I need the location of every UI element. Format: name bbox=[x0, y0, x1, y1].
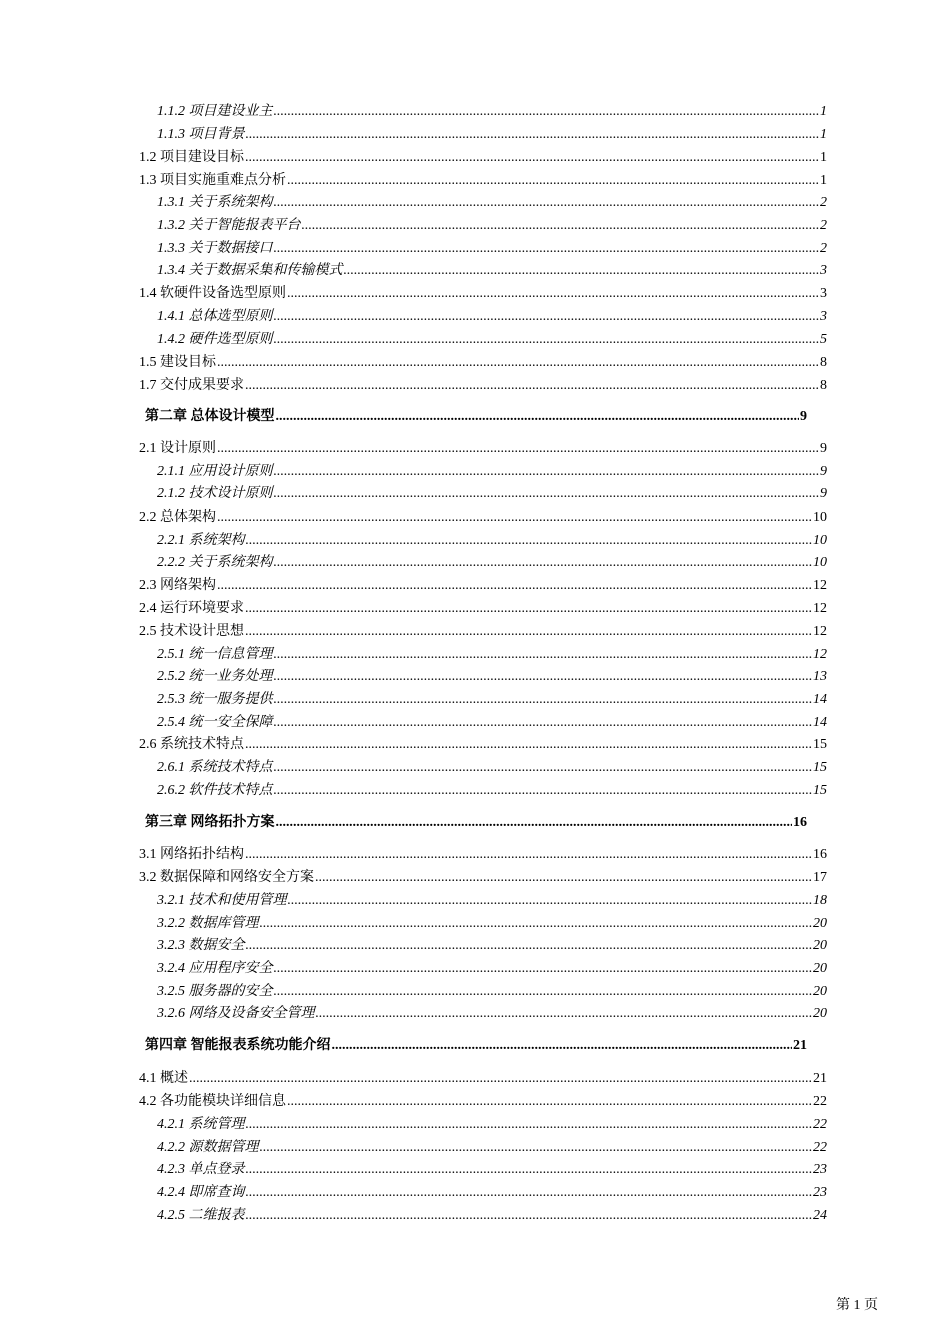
toc-entry-page: 10 bbox=[813, 533, 827, 548]
toc-entry-page: 15 bbox=[813, 783, 827, 798]
toc-dot-leader bbox=[246, 1206, 813, 1226]
toc-entry-title: 2.2 总体架构 bbox=[139, 510, 216, 525]
toc-entry[interactable] bbox=[139, 508, 827, 528]
toc-entry-title: 1.3 项目实施重难点分析 bbox=[139, 173, 286, 188]
toc-dot-leader bbox=[315, 868, 812, 888]
toc-entry-page: 8 bbox=[820, 378, 827, 393]
toc-entry-page: 9 bbox=[800, 409, 807, 424]
toc-entry-title: 1.7 交付成果要求 bbox=[139, 378, 244, 393]
toc-dot-leader bbox=[217, 439, 819, 459]
toc-entry-page: 2 bbox=[820, 218, 827, 233]
toc-entry-title: 4.2.1 系统管理 bbox=[157, 1117, 245, 1132]
toc-entry-title: 3.2 数据保障和网络安全方案 bbox=[139, 870, 314, 885]
toc-entry-page: 15 bbox=[813, 760, 827, 775]
toc-chapter-entry[interactable] bbox=[145, 813, 807, 833]
toc-entry-title: 3.2.2 数据库管理 bbox=[157, 916, 259, 931]
toc-entry-title: 1.4 软硬件设备选型原则 bbox=[139, 286, 286, 301]
toc-entry-page: 10 bbox=[813, 555, 827, 570]
toc-entry-title: 2.2.1 系统架构 bbox=[157, 533, 245, 548]
toc-chapter-entry[interactable] bbox=[145, 1036, 807, 1056]
toc-entry-title: 2.6.1 系统技术特点 bbox=[157, 760, 273, 775]
toc-dot-leader bbox=[245, 148, 819, 168]
toc-entry[interactable] bbox=[157, 553, 827, 573]
toc-entry-page: 22 bbox=[813, 1094, 827, 1109]
toc-entry[interactable] bbox=[139, 868, 827, 888]
toc-dot-leader bbox=[276, 407, 800, 427]
toc-dot-leader bbox=[217, 353, 819, 373]
toc-entry-page: 1 bbox=[820, 104, 827, 119]
toc-entry-title: 4.2.5 二维报表 bbox=[157, 1208, 245, 1223]
toc-dot-leader bbox=[246, 936, 813, 956]
toc-entry[interactable] bbox=[139, 1069, 827, 1089]
toc-entry[interactable] bbox=[139, 1092, 827, 1112]
toc-entry-page: 1 bbox=[820, 127, 827, 142]
toc-entry-page: 20 bbox=[813, 961, 827, 976]
toc-dot-leader bbox=[260, 914, 813, 934]
toc-entry[interactable] bbox=[157, 462, 827, 482]
toc-entry[interactable] bbox=[157, 914, 827, 934]
toc-dot-leader bbox=[274, 307, 820, 327]
toc-dot-leader bbox=[316, 1004, 813, 1024]
toc-entry-page: 17 bbox=[813, 870, 827, 885]
toc-entry-title: 3.2.1 技术和使用管理 bbox=[157, 893, 287, 908]
toc-dot-leader bbox=[287, 171, 819, 191]
toc-dot-leader bbox=[287, 1092, 812, 1112]
toc-dot-leader bbox=[274, 102, 820, 122]
toc-entry-title: 1.1.2 项目建设业主 bbox=[157, 104, 273, 119]
toc-entry[interactable] bbox=[157, 891, 827, 911]
toc-entry-title: 2.1 设计原则 bbox=[139, 441, 216, 456]
toc-dot-leader bbox=[332, 1036, 793, 1056]
toc-entry-page: 12 bbox=[813, 601, 827, 616]
toc-entry-page: 20 bbox=[813, 916, 827, 931]
toc-dot-leader bbox=[274, 645, 813, 665]
toc-entry[interactable] bbox=[157, 239, 827, 259]
toc-entry-title: 第三章 网络拓扑方案 bbox=[145, 815, 275, 830]
toc-entry[interactable] bbox=[157, 1160, 827, 1180]
toc-entry-page: 12 bbox=[813, 578, 827, 593]
toc-entry[interactable] bbox=[157, 1206, 827, 1226]
toc-entry[interactable] bbox=[157, 261, 827, 281]
toc-dot-leader bbox=[274, 713, 813, 733]
toc-dot-leader bbox=[274, 781, 813, 801]
toc-entry[interactable] bbox=[139, 576, 827, 596]
toc-entry-page: 13 bbox=[813, 669, 827, 684]
toc-entry-page: 12 bbox=[813, 647, 827, 662]
toc-entry[interactable] bbox=[139, 171, 827, 191]
toc-entry-title: 2.4 运行环境要求 bbox=[139, 601, 244, 616]
toc-entry-page: 12 bbox=[813, 624, 827, 639]
toc-entry-title: 2.5.3 统一服务提供 bbox=[157, 692, 273, 707]
toc-entry-title: 4.2.2 源数据管理 bbox=[157, 1140, 259, 1155]
toc-entry-title: 2.5.4 统一安全保障 bbox=[157, 715, 273, 730]
toc-dot-leader bbox=[246, 125, 820, 145]
toc-dot-leader bbox=[274, 462, 820, 482]
toc-entry[interactable] bbox=[157, 193, 827, 213]
toc-entry-page: 1 bbox=[820, 150, 827, 165]
toc-dot-leader bbox=[260, 1138, 813, 1158]
toc-entry-title: 2.1.2 技术设计原则 bbox=[157, 486, 273, 501]
toc-entry-page: 23 bbox=[813, 1185, 827, 1200]
toc-entry[interactable] bbox=[139, 845, 827, 865]
toc-entry-page: 14 bbox=[813, 692, 827, 707]
toc-entry-title: 1.3.2 关于智能报表平台 bbox=[157, 218, 301, 233]
toc-dot-leader bbox=[245, 735, 812, 755]
toc-entry-page: 22 bbox=[813, 1140, 827, 1155]
toc-dot-leader bbox=[274, 553, 813, 573]
toc-dot-leader bbox=[344, 261, 820, 281]
toc-entry-title: 1.3.1 关于系统架构 bbox=[157, 195, 273, 210]
toc-entry[interactable] bbox=[139, 376, 827, 396]
toc-dot-leader bbox=[302, 216, 820, 236]
toc-entry-title: 4.2.4 即席查询 bbox=[157, 1185, 245, 1200]
toc-entry-title: 1.2 项目建设目标 bbox=[139, 150, 244, 165]
toc-entry-page: 16 bbox=[793, 815, 807, 830]
toc-dot-leader bbox=[274, 959, 813, 979]
toc-entry-page: 14 bbox=[813, 715, 827, 730]
toc-entry[interactable] bbox=[157, 125, 827, 145]
toc-entry[interactable] bbox=[157, 484, 827, 504]
toc-entry-page: 1 bbox=[820, 173, 827, 188]
toc-entry-page: 21 bbox=[793, 1038, 807, 1053]
toc-entry-title: 1.4.2 硬件选型原则 bbox=[157, 332, 273, 347]
toc-entry[interactable] bbox=[157, 1004, 827, 1024]
toc-entry-title: 3.2.5 服务器的安全 bbox=[157, 984, 273, 999]
toc-entry-title: 2.6 系统技术特点 bbox=[139, 737, 244, 752]
toc-entry[interactable] bbox=[139, 735, 827, 755]
toc-entry-page: 18 bbox=[813, 893, 827, 908]
toc-entry[interactable] bbox=[157, 667, 827, 687]
toc-dot-leader bbox=[274, 330, 820, 350]
toc-entry[interactable] bbox=[139, 353, 827, 373]
toc-entry[interactable] bbox=[157, 1183, 827, 1203]
toc-entry[interactable] bbox=[157, 216, 827, 236]
toc-entry[interactable] bbox=[157, 781, 827, 801]
toc-entry[interactable] bbox=[139, 599, 827, 619]
toc-entry[interactable] bbox=[157, 531, 827, 551]
toc-dot-leader bbox=[217, 508, 812, 528]
toc-dot-leader bbox=[274, 690, 813, 710]
toc-entry-title: 1.5 建设目标 bbox=[139, 355, 216, 370]
toc-entry[interactable] bbox=[157, 102, 827, 122]
toc-dot-leader bbox=[274, 484, 820, 504]
toc-entry-page: 10 bbox=[813, 510, 827, 525]
toc-entry-title: 2.1.1 应用设计原则 bbox=[157, 464, 273, 479]
toc-dot-leader bbox=[246, 1115, 813, 1135]
toc-entry-page: 20 bbox=[813, 1006, 827, 1021]
toc-entry-page: 20 bbox=[813, 984, 827, 999]
toc-dot-leader bbox=[274, 193, 820, 213]
toc-entry[interactable] bbox=[157, 1115, 827, 1135]
toc-entry-title: 1.3.3 关于数据接口 bbox=[157, 241, 273, 256]
toc-entry-title: 3.2.4 应用程序安全 bbox=[157, 961, 273, 976]
toc-entry-page: 23 bbox=[813, 1162, 827, 1177]
toc-entry-title: 1.1.3 项目背景 bbox=[157, 127, 245, 142]
toc-dot-leader bbox=[274, 667, 813, 687]
toc-dot-leader bbox=[288, 891, 813, 911]
toc-entry[interactable] bbox=[157, 959, 827, 979]
toc-entry-page: 9 bbox=[820, 441, 827, 456]
toc-entry[interactable] bbox=[157, 330, 827, 350]
toc-entry-page: 3 bbox=[820, 286, 827, 301]
toc-entry-title: 2.2.2 关于系统架构 bbox=[157, 555, 273, 570]
toc-dot-leader bbox=[245, 376, 819, 396]
toc-entry-page: 24 bbox=[813, 1208, 827, 1223]
toc-dot-leader bbox=[246, 1160, 813, 1180]
toc-entry-page: 2 bbox=[820, 241, 827, 256]
toc-dot-leader bbox=[287, 284, 819, 304]
toc-entry[interactable] bbox=[139, 622, 827, 642]
toc-entry[interactable] bbox=[139, 284, 827, 304]
toc-entry-page: 3 bbox=[820, 309, 827, 324]
toc-entry-page: 5 bbox=[820, 332, 827, 347]
toc-entry-title: 4.1 概述 bbox=[139, 1071, 188, 1086]
toc-entry-title: 2.3 网络架构 bbox=[139, 578, 216, 593]
toc-entry-title: 2.5.2 统一业务处理 bbox=[157, 669, 273, 684]
toc-entry-title: 3.1 网络拓扑结构 bbox=[139, 847, 244, 862]
toc-entry-page: 8 bbox=[820, 355, 827, 370]
toc-entry[interactable] bbox=[139, 148, 827, 168]
toc-entry[interactable] bbox=[157, 982, 827, 1002]
toc-entry-page: 21 bbox=[813, 1071, 827, 1086]
toc-entry-page: 2 bbox=[820, 195, 827, 210]
toc-dot-leader bbox=[274, 239, 820, 259]
toc-dot-leader bbox=[246, 531, 813, 551]
toc-dot-leader bbox=[245, 599, 812, 619]
toc-entry-page: 22 bbox=[813, 1117, 827, 1132]
toc-entry-page: 15 bbox=[813, 737, 827, 752]
toc-dot-leader bbox=[245, 845, 812, 865]
toc-entry[interactable] bbox=[157, 936, 827, 956]
toc-entry[interactable] bbox=[157, 758, 827, 778]
toc-entry-title: 2.6.2 软件技术特点 bbox=[157, 783, 273, 798]
toc-entry-page: 3 bbox=[820, 263, 827, 278]
toc-dot-leader bbox=[246, 1183, 813, 1203]
toc-entry[interactable] bbox=[157, 1138, 827, 1158]
toc-entry-title: 2.5.1 统一信息管理 bbox=[157, 647, 273, 662]
toc-entry-title: 1.3.4 关于数据采集和传输模式 bbox=[157, 263, 343, 278]
page-number-footer: 第 1 页 bbox=[836, 1298, 878, 1313]
toc-entry-title: 3.2.3 数据安全 bbox=[157, 938, 245, 953]
toc-dot-leader bbox=[276, 813, 793, 833]
toc-entry-title: 4.2 各功能模块详细信息 bbox=[139, 1094, 286, 1109]
toc-entry[interactable] bbox=[157, 690, 827, 710]
toc-entry-title: 3.2.6 网络及设备安全管理 bbox=[157, 1006, 315, 1021]
toc-entry-title: 2.5 技术设计思想 bbox=[139, 624, 244, 639]
toc-dot-leader bbox=[274, 758, 813, 778]
toc-entry-title: 第二章 总体设计模型 bbox=[145, 409, 275, 424]
toc-entry[interactable] bbox=[157, 645, 827, 665]
toc-entry-page: 9 bbox=[820, 486, 827, 501]
toc-dot-leader bbox=[245, 622, 812, 642]
toc-chapter-entry[interactable] bbox=[145, 407, 807, 427]
toc-entry[interactable] bbox=[139, 439, 827, 459]
toc-entry-page: 9 bbox=[820, 464, 827, 479]
toc-entry-title: 4.2.3 单点登录 bbox=[157, 1162, 245, 1177]
toc-dot-leader bbox=[274, 982, 813, 1002]
toc-entry-page: 20 bbox=[813, 938, 827, 953]
toc-entry[interactable] bbox=[157, 713, 827, 733]
toc-dot-leader bbox=[189, 1069, 812, 1089]
toc-entry-page: 16 bbox=[813, 847, 827, 862]
toc-entry-title: 1.4.1 总体选型原则 bbox=[157, 309, 273, 324]
toc-entry-title: 第四章 智能报表系统功能介绍 bbox=[145, 1038, 331, 1053]
toc-entry[interactable] bbox=[157, 307, 827, 327]
toc-dot-leader bbox=[217, 576, 812, 596]
